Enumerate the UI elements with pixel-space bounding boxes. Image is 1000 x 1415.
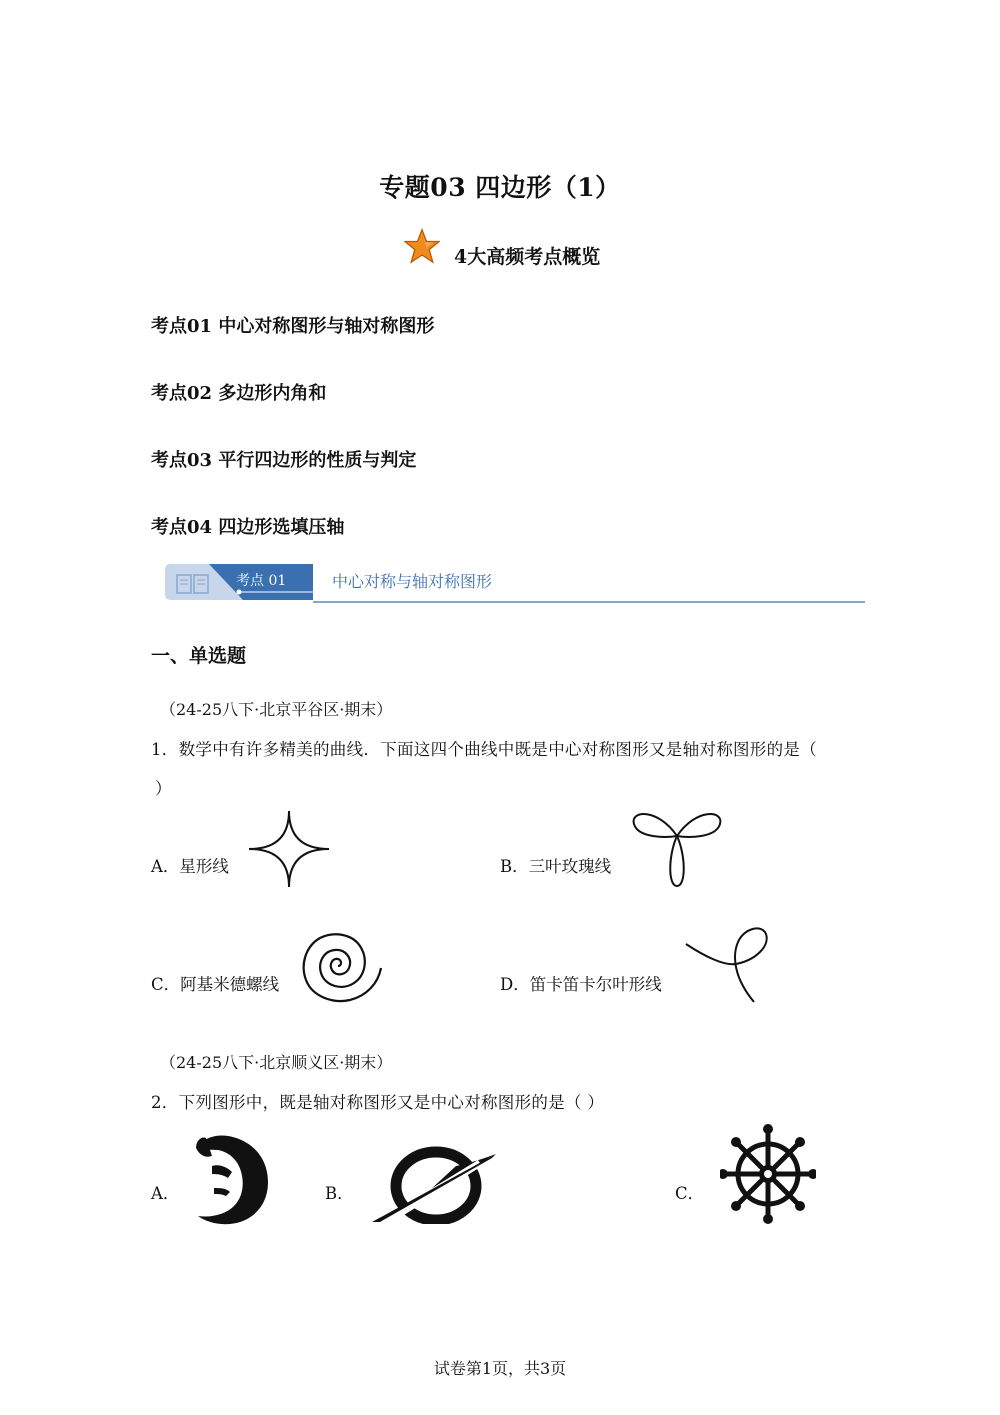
logo-a-figure <box>192 1134 272 1228</box>
kaodian-item: 考点04 四边形选填压轴 <box>151 517 345 538</box>
kaodian-item: 考点01 中心对称图形与轴对称图形 <box>151 316 435 337</box>
option-c: C．阿基米德螺线 <box>151 975 280 994</box>
question-stem: 1．数学中有许多精美的曲线．下面这四个曲线中既是中心对称图形又是轴对称图形的是（ <box>151 740 817 759</box>
folium-of-descartes-figure <box>684 926 774 1006</box>
logo-b-figure <box>370 1144 500 1224</box>
option-b: B．三叶玫瑰线 <box>500 857 612 876</box>
archimedean-spiral-figure <box>298 928 386 1008</box>
banner-title: 中心对称与轴对称图形 <box>332 572 493 591</box>
question-stem-cont: ） <box>155 779 172 798</box>
option-b: B． <box>325 1184 354 1203</box>
star-icon <box>404 228 440 264</box>
kaodian-banner <box>165 562 867 606</box>
overview-heading <box>400 240 660 276</box>
page-footer: 试卷第1页，共3页 <box>433 1359 567 1378</box>
overview-title: 4大高频考点概览 <box>454 246 601 268</box>
question-source: （24-25八下·北京平谷区·期末） <box>160 700 393 719</box>
question-source: （24-25八下·北京顺义区·期末） <box>160 1053 393 1072</box>
three-leaf-rose-figure <box>628 806 726 892</box>
question-stem: 2．下列图形中，既是轴对称图形又是中心对称图形的是（ ） <box>151 1093 605 1112</box>
option-a: A．星形线 <box>151 857 229 876</box>
option-a: A． <box>151 1184 180 1203</box>
option-c: C． <box>675 1184 705 1203</box>
ship-wheel-figure <box>720 1124 816 1224</box>
kaodian-item: 考点02 多边形内角和 <box>151 383 327 404</box>
banner-tag: 考点 01 <box>236 573 287 589</box>
kaodian-item: 考点03 平行四边形的性质与判定 <box>151 450 417 471</box>
page-title: 专题03 四边形（1） <box>379 173 621 202</box>
option-d: D．笛卡笛卡尔叶形线 <box>500 975 662 994</box>
section-heading: 一、单选题 <box>151 645 247 667</box>
astroid-figure <box>246 808 332 890</box>
